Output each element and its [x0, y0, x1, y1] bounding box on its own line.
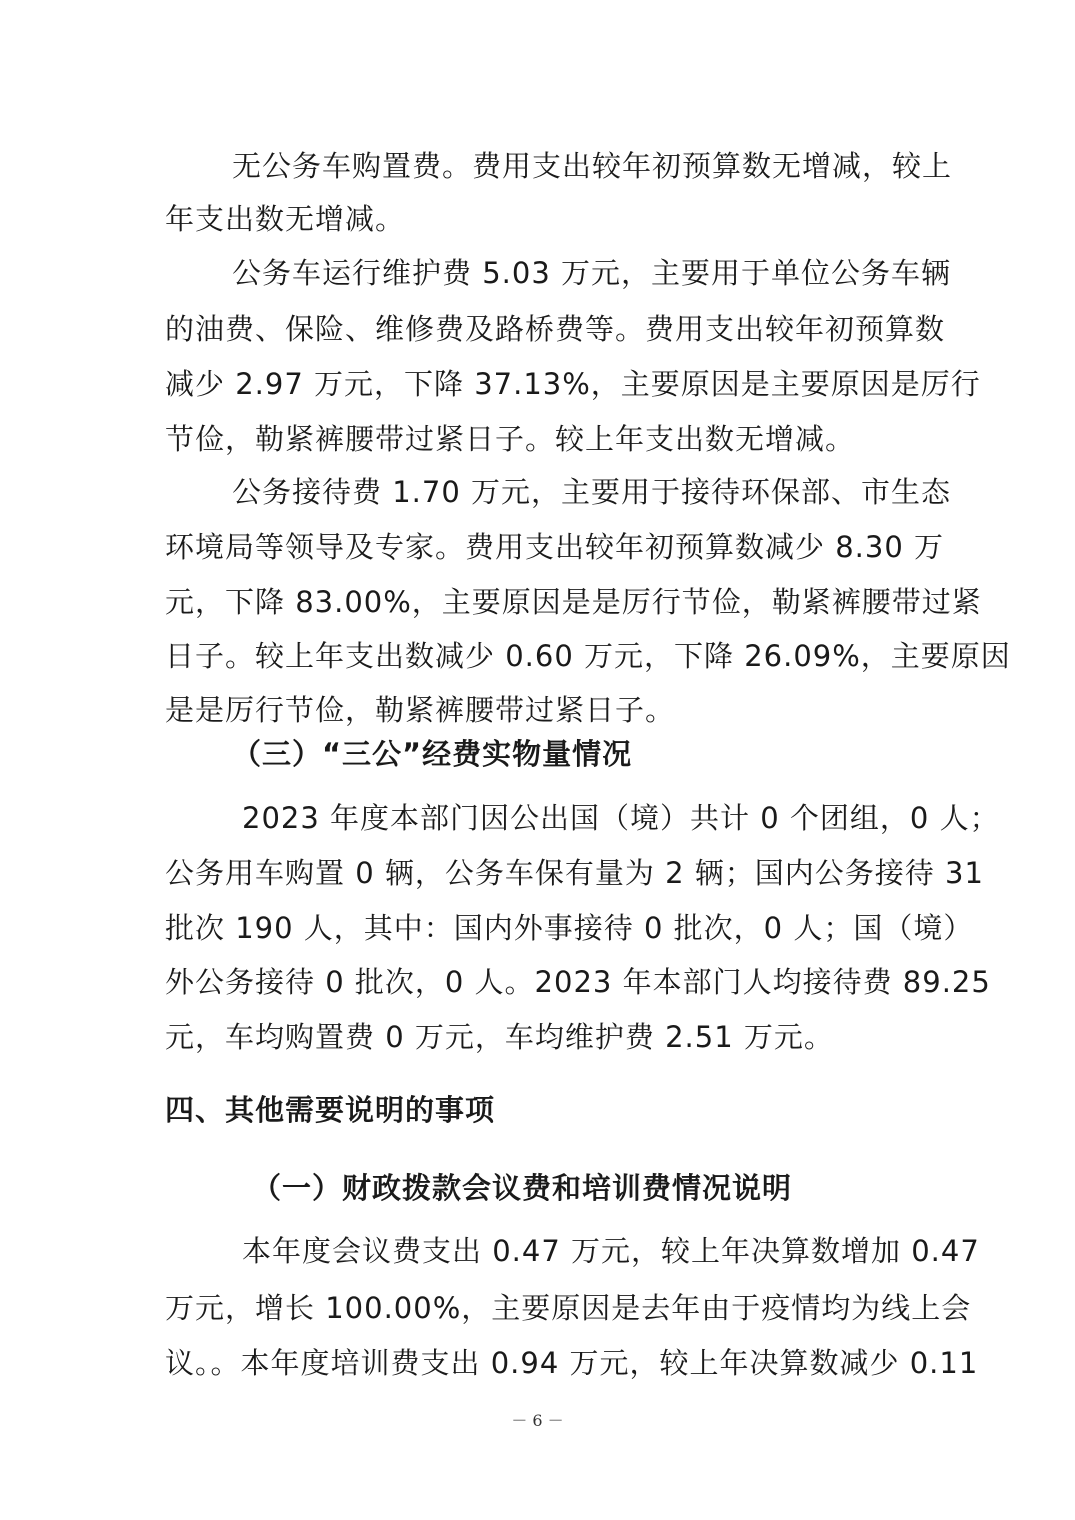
page-number: － 6 －	[511, 1411, 564, 1430]
paragraph-line: 是是厉行节俭，勒紧裤腰带过紧日子。	[165, 693, 676, 727]
paragraph-line: 公务接待费 1.70 万元，主要用于接待环保部、市生态	[232, 475, 952, 509]
paragraph-line: 万元，增长 100.00%，主要原因是去年由于疫情均为线上会	[165, 1291, 972, 1325]
paragraph-line: 批次 190 人，其中：国内外事接待 0 批次，0 人；国（境）	[165, 911, 974, 945]
paragraph-line: 议。。本年度培训费支出 0.94 万元，较上年决算数减少 0.11	[165, 1346, 979, 1380]
paragraph-line: 无公务车购置费。费用支出较年初预算数无增减，较上	[232, 149, 953, 183]
paragraph-line: 日子。较上年支出数减少 0.60 万元，下降 26.09%，主要原因	[165, 639, 1011, 673]
paragraph-line: 环境局等领导及专家。费用支出较年初预算数减少 8.30 万	[165, 530, 945, 564]
paragraph-line: 外公务接待 0 批次，0 人。2023 年本部门人均接待费 89.25	[165, 965, 991, 999]
paragraph-line: 公务车运行维护费 5.03 万元，主要用于单位公务车辆	[232, 256, 952, 290]
paragraph-line: 公务用车购置 0 辆，公务车保有量为 2 辆；国内公务接待 31	[165, 856, 984, 890]
paragraph-line: 的油费、保险、维修费及路桥费等。费用支出较年初预算数	[165, 312, 946, 346]
section-subheading: （一）财政拨款会议费和培训费情况说明	[252, 1171, 793, 1205]
section-heading: 四、其他需要说明的事项	[165, 1093, 496, 1127]
paragraph-line: 节俭，勒紧裤腰带过紧日子。较上年支出数无增减。	[165, 422, 856, 456]
paragraph-line: 元，下降 83.00%，主要原因是是厉行节俭，勒紧裤腰带过紧	[165, 585, 982, 619]
paragraph-line: 2023 年度本部门因公出国（境）共计 0 个团组，0 人；	[242, 801, 1000, 835]
paragraph-line: 年支出数无增减。	[165, 202, 406, 236]
paragraph-line: 减少 2.97 万元，下降 37.13%，主要原因是主要原因是厉行	[165, 367, 981, 401]
paragraph-line: 元，车均购置费 0 万元，车均维护费 2.51 万元。	[165, 1020, 834, 1054]
section-subheading: （三）“三公”经费实物量情况	[232, 737, 633, 771]
paragraph-line: 本年度会议费支出 0.47 万元，较上年决算数增加 0.47	[242, 1234, 980, 1268]
